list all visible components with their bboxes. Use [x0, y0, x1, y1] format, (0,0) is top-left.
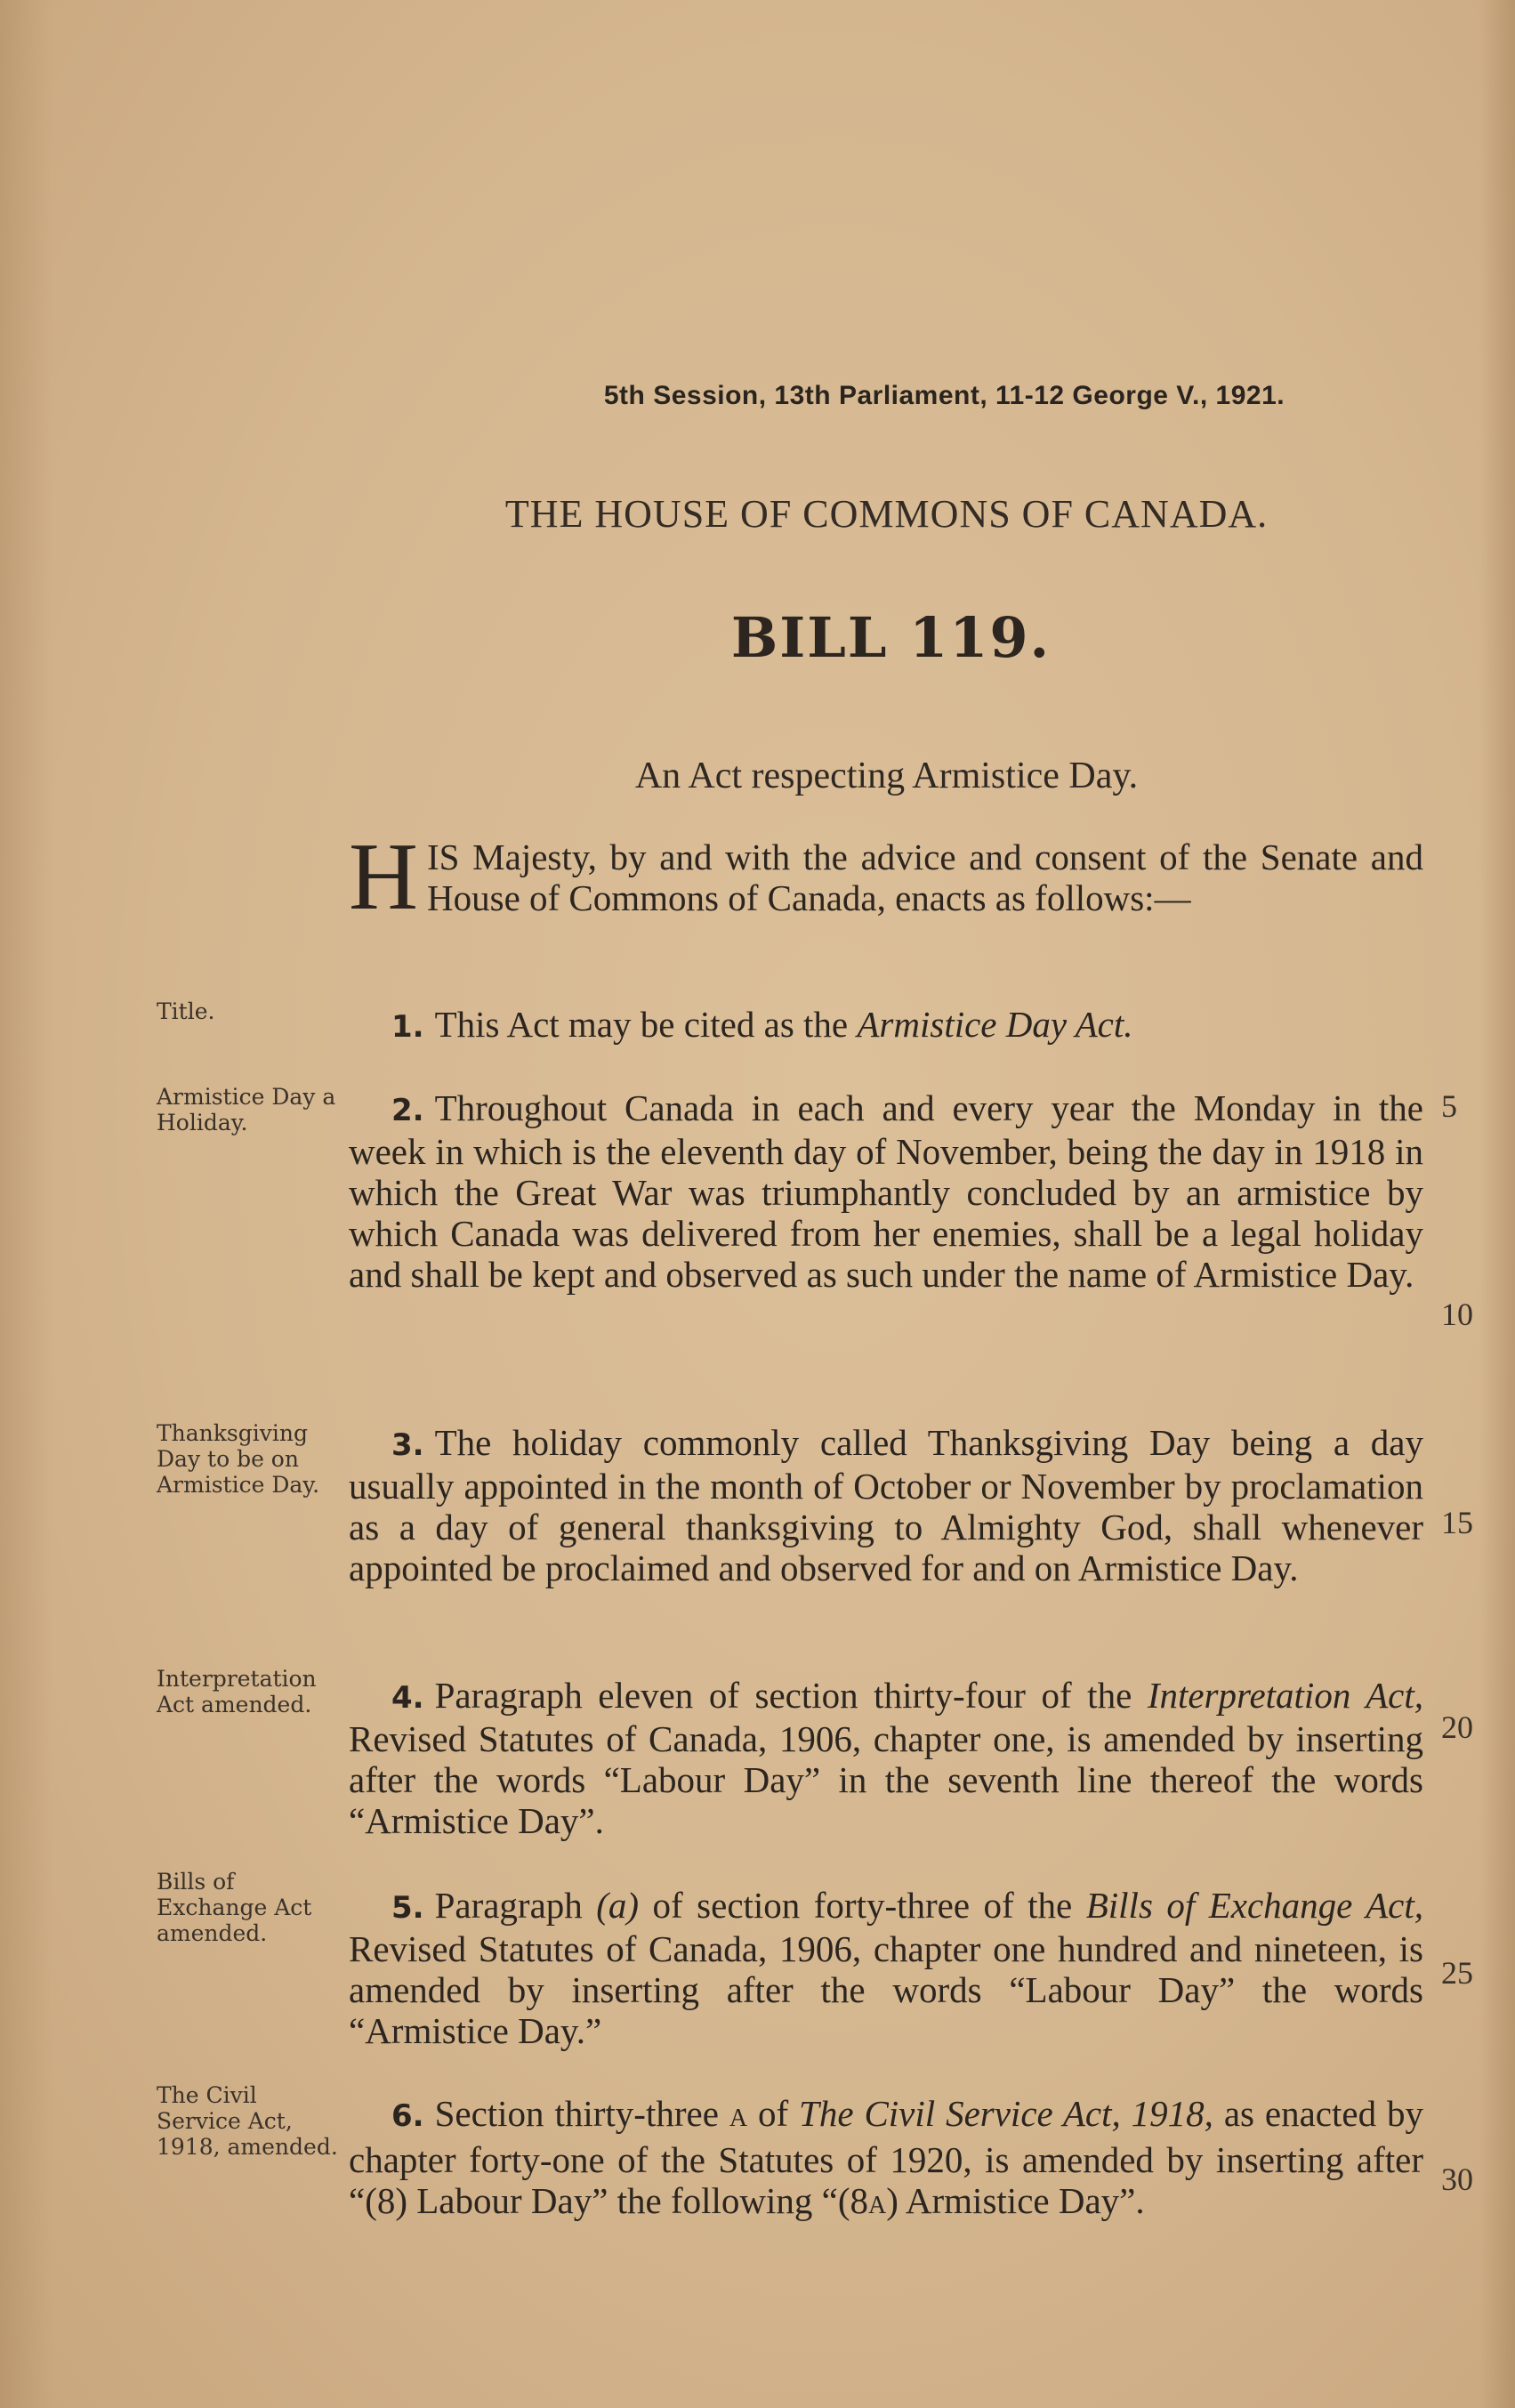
preamble [349, 824, 1423, 930]
act-name: Bills of Exchange Act, [1085, 1885, 1423, 1926]
section-text-cont: Revised Statutes of Canada, 1906, chapter one hundred and nineteen, is amended by inserting after the words “Labour Day” the words “Armistice Day.” [349, 1928, 1423, 2051]
preamble-text: IS Majesty, by and with the advice and consent of the Senate and House of Commons of Canada, enacts as follows:— [427, 836, 1423, 918]
section-text: Throughout Canada in each and every year the Monday in the week in which is the eleventh day of November, being the day in 1918 in which the Great War was triumphantly concluded by an armistice by which Canada was delivered from her enemies, shall be a legal holiday and shall be kept and observed as such under the name of Armistice Day. [349, 1087, 1423, 1295]
section-text: Section thirty-three [434, 2093, 729, 2134]
section-number: 1. [391, 1009, 424, 1045]
section-text: Paragraph [434, 1885, 597, 1926]
act-name: The Civil Service Act, 1918, [799, 2093, 1213, 2134]
line-number: 15 [1441, 1505, 1473, 1540]
margin-note-thanksgiving: Thanksgiving Day to be on Armistice Day. [157, 1420, 320, 1498]
line-number: 10 [1441, 1297, 1473, 1332]
section-number: 4. [391, 1680, 424, 1716]
section-4 [349, 1675, 1423, 1841]
paragraph-ref: (a) [596, 1885, 640, 1926]
section-number: 3. [391, 1427, 424, 1463]
small-cap-a: A [729, 2105, 748, 2132]
act-title: An Act respecting Armistice Day. [634, 756, 1139, 796]
section-5 [349, 1885, 1423, 2051]
margin-note-title: Title. [157, 998, 215, 1024]
section-number: 5. [391, 1890, 424, 1926]
margin-note-civil-service-act: The Civil Service Act, 1918, amended. [157, 2082, 338, 2160]
section-1 [349, 1004, 1423, 1047]
section-number: 2. [391, 1093, 424, 1128]
section-text-cont: Revised Statutes of Canada, 1906, chapter one, is amended by inserting after the words “Labour Day” in the seventh line thereof the words “Armistice Day”. [349, 1718, 1423, 1841]
section-2 [349, 1087, 1423, 1295]
act-name: Interpretation Act, [1147, 1675, 1423, 1716]
dropcap: H [349, 824, 418, 930]
line-number: 25 [1441, 1955, 1473, 1991]
section-text: Paragraph eleven of section thirty-four of the [434, 1675, 1148, 1716]
margin-note-armistice-holiday: Armistice Day a Holiday. [157, 1084, 336, 1135]
bill-number: BILL 119. [730, 605, 1052, 670]
section-text-end: ) Armistice Day”. [886, 2180, 1145, 2221]
section-6 [349, 2093, 1423, 2226]
section-3 [349, 1422, 1423, 1588]
house-title: THE HOUSE OF COMMONS OF CANADA. [504, 492, 1269, 536]
section-text-mid: of section forty-three of the [639, 1885, 1086, 1926]
line-number: 5 [1441, 1088, 1457, 1124]
page-right-shadow [1479, 0, 1515, 2408]
page-left-shadow [0, 0, 53, 2408]
margin-note-interpretation-act: Interpretation Act amended. [157, 1666, 317, 1717]
section-text-cont: as enacted by chapter forty-one of the Statutes of 1920, is amended by inserting after “(8) Labour Day” the following “(8 [349, 2093, 1424, 2221]
line-number: 20 [1441, 1709, 1473, 1745]
session-line: 5th Session, 13th Parliament, 11-12 George V., 1921. [603, 381, 1285, 410]
margin-note-bills-of-exchange: Bills of Exchange Act amended. [157, 1869, 312, 1946]
act-short-title: Armistice Day Act. [857, 1004, 1133, 1045]
section-number: 6. [391, 2098, 424, 2134]
section-text: This Act may be cited as the [434, 1004, 858, 1045]
small-cap-a: A [868, 2192, 887, 2219]
section-text-mid: of [747, 2093, 800, 2134]
section-text: The holiday commonly called Thanksgiving Day being a day usually appointed in the month of October or November by proclamation as a day of general thanksgiving to Almighty God, shall whenever appointed be proclaimed and observed for and on Armistice Day. [349, 1422, 1423, 1588]
line-number: 30 [1441, 2162, 1473, 2197]
